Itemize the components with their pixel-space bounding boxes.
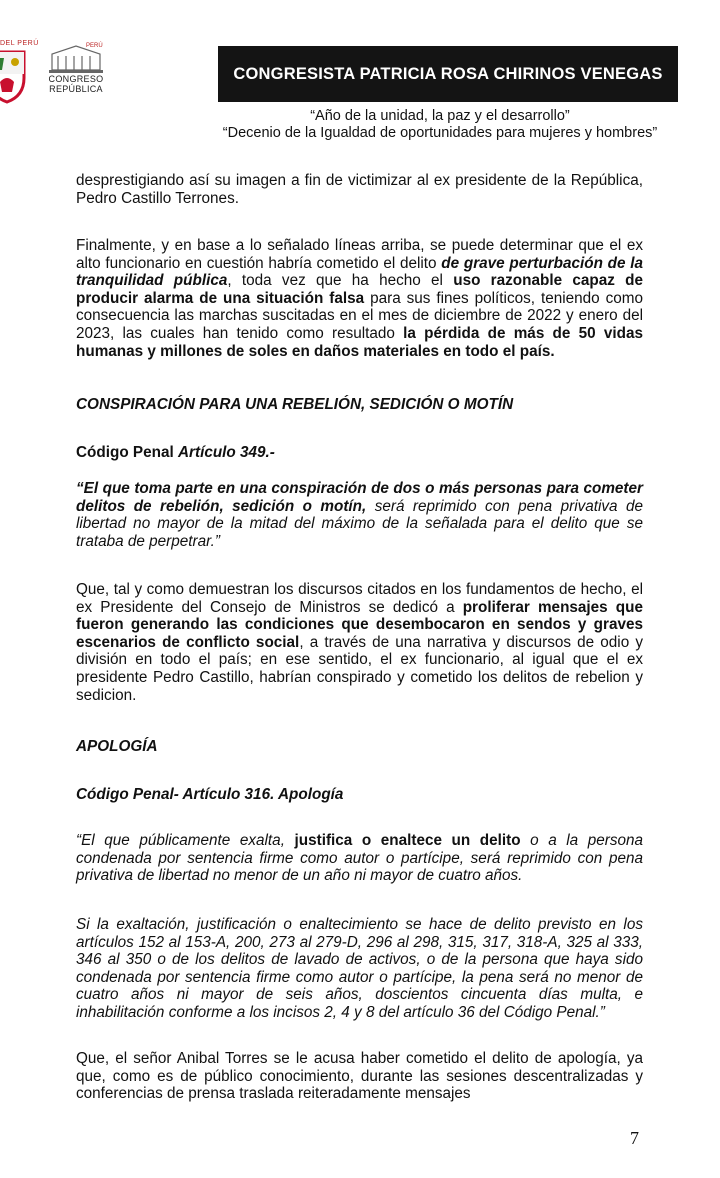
header-title: CONGRESISTA PATRICIA ROSA CHIRINOS VENEGAS — [233, 64, 663, 83]
text-run: , toda vez que ha hecho el — [227, 272, 454, 290]
congress-building-icon — [46, 40, 106, 74]
article-316-quote-1 — [76, 832, 643, 885]
paragraph-3 — [76, 581, 643, 704]
logo-line-1: CONGRESO — [48, 74, 104, 84]
text-run: Código Penal- Artículo 316. Apología — [76, 786, 344, 803]
text-run: Que, tal y como demuestran los discursos citados en los fundamentos de hecho, el ex Presidente del Consejo de Ministros se dedicó a — [76, 581, 643, 616]
header-title-banner — [218, 46, 678, 102]
text-run: proliferar mensajes que fueron generando las condiciones que desembocaron en sendos y graves escenarios de conflicto social — [76, 598, 643, 651]
coat-of-arms-icon — [0, 44, 28, 104]
text-run: , a través de una narrativa y discursos de odio y división en todo el país; en ese sentido, el ex funcionario, al igual que el ex presidente Pedro Castillo, habrían conspirado y cometido los delitos de rebelion y sedicion. — [76, 633, 643, 704]
text-run: o a la persona condenada por sentencia firme como autor o partícipe, será reprimido con pena privativa de libertad no menor de un año ni mayor de cuatro años. — [76, 832, 643, 885]
logo-peru-text: PERÚ — [86, 43, 103, 49]
article-316-heading — [76, 786, 643, 804]
text-run: CONSPIRACIÓN PARA UNA REBELIÓN, SEDICIÓN O MOTÍN — [76, 396, 514, 413]
text-run: “El que públicamente exalta, — [76, 832, 295, 849]
section-heading-apologia — [76, 738, 643, 756]
text-run: Artículo 349.- — [177, 444, 275, 461]
text-run: Finalmente, y en base a lo señalado líneas arriba, se puede determinar que el ex alto funcionario en cuestión habría cometido el delito — [76, 237, 643, 272]
text-run: “El que toma parte en una conspiración de dos o más personas para cometer delitos de rebelión, sedición o motín, — [76, 480, 643, 515]
paragraph-4 — [76, 1050, 643, 1103]
paragraph-1 — [76, 172, 643, 207]
section-heading-conspiracy — [76, 396, 643, 414]
article-349-quote — [76, 480, 643, 550]
text-run: Que, el señor Anibal Torres se le acusa haber cometido el delito de apología, ya que, como es de público conocimiento, durante las sesiones descentralizadas y conferencias de prensa traslada reiteradamente mensajes — [76, 1050, 643, 1103]
motto-line-1: “Año de la unidad, la paz y el desarrollo” — [310, 108, 570, 124]
motto-line-2: “Decenio de la Igualdad de oportunidades para mujeres y hombres” — [222, 125, 658, 141]
text-run: justifica o enaltece un delito — [294, 832, 521, 849]
text-run: de grave perturbación de la tranquilidad pública — [76, 254, 643, 290]
text-run: uso razonable capaz de producir alarma de una situación falsa — [76, 272, 644, 307]
text-run: APOLOGÍA — [76, 738, 158, 755]
logo-line-2: REPÚBLICA — [49, 84, 103, 94]
article-349-heading — [76, 444, 643, 462]
text-run: Si la exaltación, justificación o enaltecimiento se hace de delito previsto en los artículos 152 al 153-A, 200, 273 al 279-D, 296 al 298, 315, 317, 318-A, 325 al 333, 346 al 350 o de los delitos de lavado de activos, o de la persona que haya sido condenada por sentencia firme como autor o partícipe, la pena será no menor de cuatro años ni mayor de seis años, doscientos cincuenta días multa, e inhabilitación conforme a los incisos 2, 4 y 8 del artículo 36 del Código Penal.” — [76, 916, 643, 1021]
text-run: para sus fines políticos, teniendo como consecuencia las marchas suscitadas en el mes de diciembre de 2022 y enero del 2023, las cuales han tenido como resultado — [76, 289, 643, 342]
text-run: Código Penal — [76, 444, 178, 461]
text-run: desprestigiando así su imagen a fin de victimizar al ex presidente de la República, Pedro Castillo Terrones. — [76, 172, 643, 207]
article-316-quote-2 — [76, 916, 643, 1022]
congress-logo — [44, 40, 108, 94]
page-number: 7 — [630, 1128, 639, 1148]
text-run: la pérdida de más de 50 vidas humanas y millones de soles en daños materiales en todo el país. — [76, 324, 643, 360]
text-run: será reprimido con pena privativa de libertad no mayor de la mitad del máximo de la señalada para el delito que se trataba de perpetrar.” — [76, 497, 643, 550]
paragraph-2 — [76, 237, 643, 360]
seal-text: DEL PERÚ — [0, 40, 39, 47]
